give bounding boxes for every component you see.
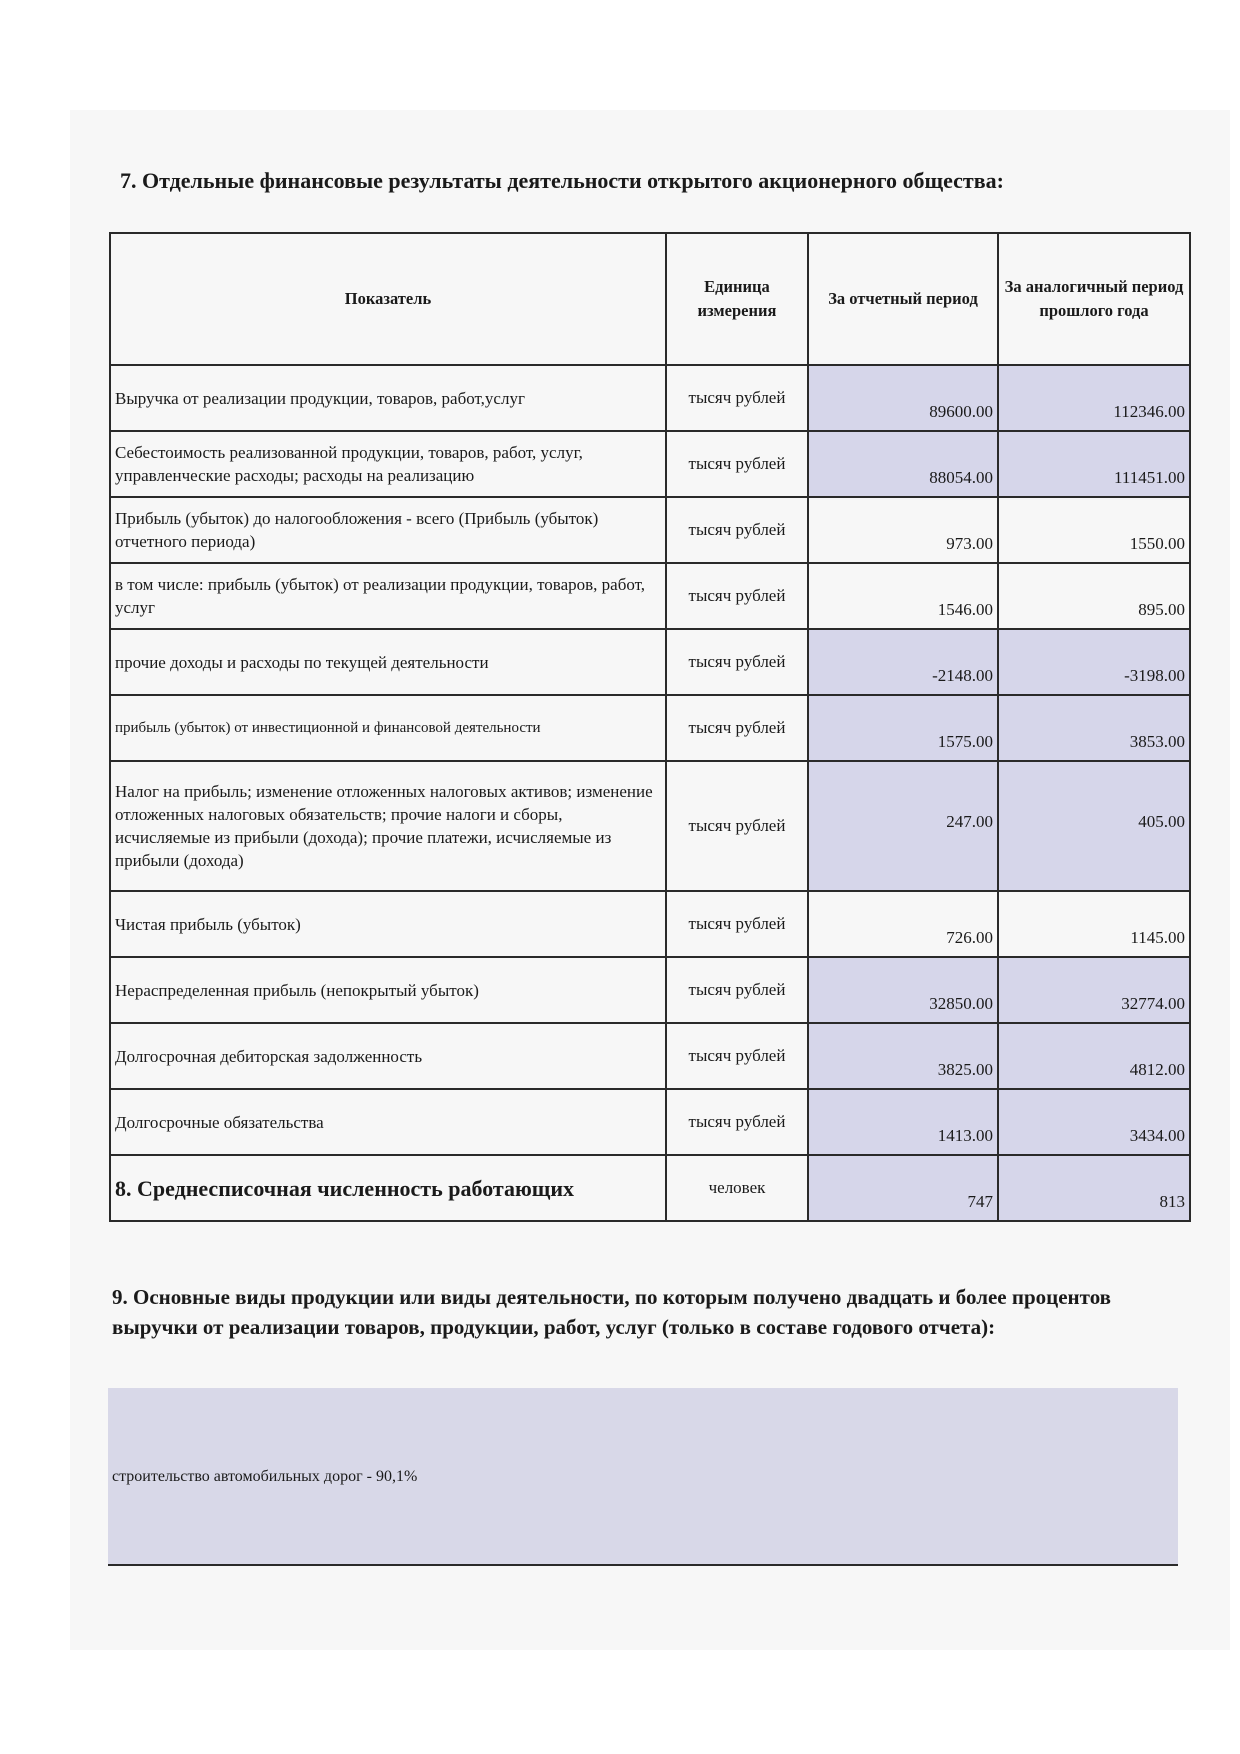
row-previous: 1550.00 [998, 497, 1190, 563]
row-label: прочие доходы и расходы по текущей деятельности [110, 629, 666, 695]
row-previous: 32774.00 [998, 957, 1190, 1023]
row-unit: тысяч рублей [666, 1023, 808, 1089]
section-9-title: 9. Основные виды продукции или виды деятельности, по которым получено двадцать и более процентов выручки от реализации товаров, продукции, работ, услуг (только в составе годового отчета): [112, 1285, 1112, 1339]
row-label: Долгосрочные обязательства [110, 1089, 666, 1155]
row-current: 3825.00 [808, 1023, 998, 1089]
headcount-row [110, 1155, 1190, 1221]
header-indicator: Показатель [110, 233, 666, 365]
row-unit: тысяч рублей [666, 761, 808, 891]
headcount-current: 747 [808, 1155, 998, 1221]
financial-results-table [109, 232, 1191, 1222]
row-previous: 112346.00 [998, 365, 1190, 431]
row-previous: -3198.00 [998, 629, 1190, 695]
table-row [110, 563, 1190, 629]
table-row [110, 629, 1190, 695]
row-label: Налог на прибыль; изменение отложенных налоговых активов; изменение отложенных налоговых обязательств; прочие налоги и сборы, исчисляемые из прибыли (дохода); прочие платежи, исчисляемые из прибыли (дохода) [110, 761, 666, 891]
table-row [110, 695, 1190, 761]
header-current-period: За отчетный период [808, 233, 998, 365]
row-label: Прибыль (убыток) до налогообложения - всего (Прибыль (убыток) отчетного периода) [110, 497, 666, 563]
row-unit: тысяч рублей [666, 1089, 808, 1155]
table-row [110, 365, 1190, 431]
row-label: Нераспределенная прибыль (непокрытый убыток) [110, 957, 666, 1023]
row-current: 1546.00 [808, 563, 998, 629]
row-current: 973.00 [808, 497, 998, 563]
row-previous: 3853.00 [998, 695, 1190, 761]
table-row [110, 957, 1190, 1023]
row-unit: тысяч рублей [666, 365, 808, 431]
table-row [110, 497, 1190, 563]
row-current: 247.00 [808, 761, 998, 891]
row-current: 88054.00 [808, 431, 998, 497]
main-activity-text: строительство автомобильных дорог - 90,1% [112, 1468, 418, 1485]
row-previous: 4812.00 [998, 1023, 1190, 1089]
row-previous: 1145.00 [998, 891, 1190, 957]
row-label: Чистая прибыль (убыток) [110, 891, 666, 957]
row-unit: тысяч рублей [666, 563, 808, 629]
row-current: 89600.00 [808, 365, 998, 431]
row-label: Себестоимость реализованной продукции, товаров, работ, услуг, управленческие расходы; расходы на реализацию [110, 431, 666, 497]
row-unit: тысяч рублей [666, 497, 808, 563]
row-label: в том числе: прибыль (убыток) от реализации продукции, товаров, работ, услуг [110, 563, 666, 629]
table-row [110, 761, 1190, 891]
main-activities-box [108, 1388, 1178, 1566]
row-current: 1575.00 [808, 695, 998, 761]
row-previous: 405.00 [998, 761, 1190, 891]
row-unit: тысяч рублей [666, 629, 808, 695]
headcount-previous: 813 [998, 1155, 1190, 1221]
row-previous: 895.00 [998, 563, 1190, 629]
row-unit: тысяч рублей [666, 695, 808, 761]
table-header-row [110, 233, 1190, 365]
row-current: -2148.00 [808, 629, 998, 695]
row-unit: тысяч рублей [666, 431, 808, 497]
headcount-label: 8. Среднесписочная численность работающих [110, 1155, 666, 1221]
table-row [110, 1089, 1190, 1155]
row-unit: тысяч рублей [666, 957, 808, 1023]
table-row [110, 1023, 1190, 1089]
row-label: прибыль (убыток) от инвестиционной и финансовой деятельности [110, 695, 666, 761]
section-7-title: 7. Отдельные финансовые результаты деятельности открытого акционерного общества: [120, 168, 1004, 193]
row-current: 32850.00 [808, 957, 998, 1023]
row-unit: тысяч рублей [666, 891, 808, 957]
row-label: Долгосрочная дебиторская задолженность [110, 1023, 666, 1089]
row-label: Выручка от реализации продукции, товаров, работ,услуг [110, 365, 666, 431]
row-current: 1413.00 [808, 1089, 998, 1155]
headcount-unit: человек [666, 1155, 808, 1221]
row-previous: 3434.00 [998, 1089, 1190, 1155]
table-row [110, 431, 1190, 497]
row-current: 726.00 [808, 891, 998, 957]
header-previous-period: За аналогичный период прошлого года [998, 233, 1190, 365]
row-previous: 111451.00 [998, 431, 1190, 497]
header-unit: Единица измерения [666, 233, 808, 365]
table-row [110, 891, 1190, 957]
